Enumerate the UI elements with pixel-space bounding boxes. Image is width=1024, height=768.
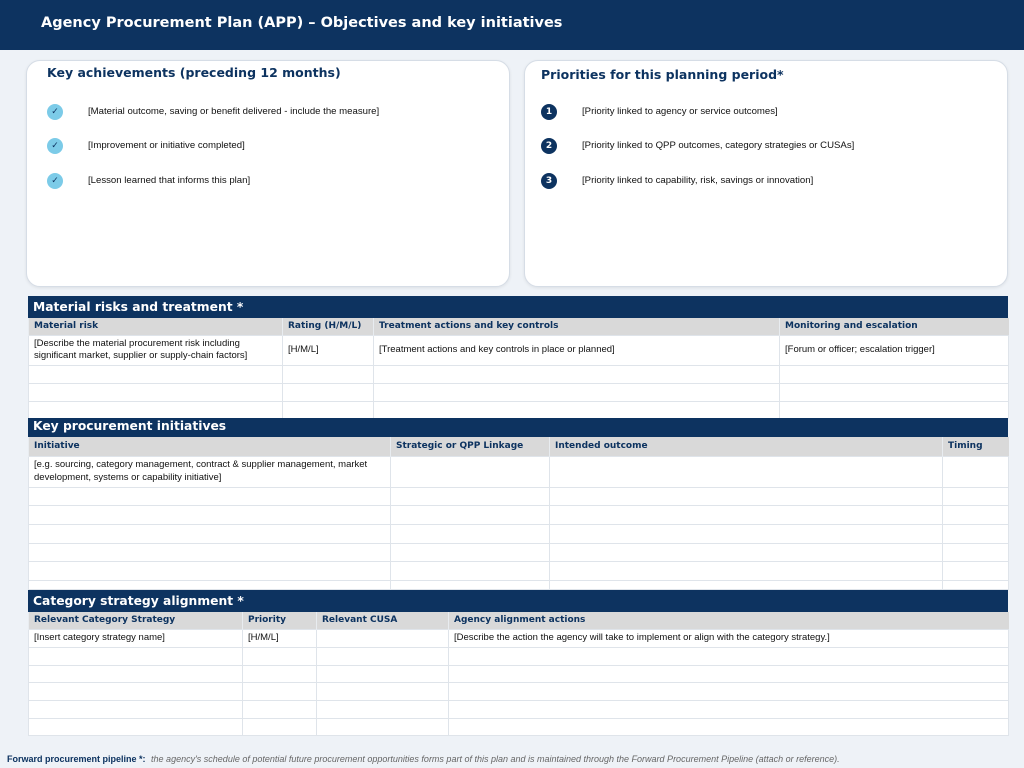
table-cell[interactable] xyxy=(29,665,243,682)
table-cell[interactable] xyxy=(391,487,550,505)
check-icon: ✓ xyxy=(47,173,63,189)
table-cell[interactable] xyxy=(550,561,943,580)
column-header: Agency alignment actions xyxy=(449,612,1009,629)
table-header-row xyxy=(29,612,1009,629)
priorities-card xyxy=(524,60,1008,287)
table-cell[interactable] xyxy=(449,647,1009,665)
table-cell[interactable] xyxy=(449,682,1009,700)
table-cell[interactable]: [Describe the action the agency will take to implement or align with the category strategy.] xyxy=(449,629,1009,647)
table-cell[interactable] xyxy=(29,543,391,561)
table-cell[interactable] xyxy=(243,665,317,682)
number-badge-icon: 3 xyxy=(541,173,557,189)
table-cell[interactable] xyxy=(943,487,1009,505)
table-cell[interactable] xyxy=(374,401,780,418)
table-cell[interactable] xyxy=(391,524,550,543)
category-section-title: Category strategy alignment * xyxy=(28,590,1008,612)
table-cell[interactable] xyxy=(449,665,1009,682)
table-row xyxy=(29,365,1009,383)
table-cell[interactable]: [e.g. sourcing, category management, contract & supplier management, market development, systems or capability initiative] xyxy=(29,456,391,487)
footer-text: the agency's schedule of potential future procurement opportunities forms part of this plan and is maintained through the Forward Procurement Pipeline (attach or reference). xyxy=(151,754,840,764)
footer-label: Forward procurement pipeline *: xyxy=(7,754,146,764)
table-cell[interactable] xyxy=(943,580,1009,589)
table-row xyxy=(29,700,1009,718)
table-cell[interactable] xyxy=(550,543,943,561)
table-row xyxy=(29,401,1009,418)
column-header: Relevant Category Strategy xyxy=(29,612,243,629)
table-cell[interactable] xyxy=(317,700,449,718)
table-cell[interactable] xyxy=(29,365,283,383)
table-row xyxy=(29,665,1009,682)
page-header xyxy=(0,0,1024,50)
check-icon: ✓ xyxy=(47,138,63,154)
table-cell[interactable] xyxy=(943,561,1009,580)
footer-note xyxy=(7,754,840,764)
achievement-text[interactable]: [Improvement or initiative completed] xyxy=(88,140,245,151)
table-cell[interactable]: [Forum or officer; escalation trigger] xyxy=(780,335,1009,365)
table-cell[interactable] xyxy=(391,561,550,580)
table-cell[interactable] xyxy=(283,365,374,383)
table-cell[interactable] xyxy=(283,401,374,418)
table-row xyxy=(29,543,1009,561)
table-row xyxy=(29,487,1009,505)
table-cell[interactable] xyxy=(29,682,243,700)
initiatives-section-title: Key procurement initiatives xyxy=(28,418,1008,437)
table-cell[interactable] xyxy=(317,665,449,682)
column-header: Strategic or QPP Linkage xyxy=(391,437,550,456)
table-row xyxy=(29,561,1009,580)
table-cell[interactable] xyxy=(550,456,943,487)
risks-table xyxy=(28,318,1009,419)
table-cell[interactable] xyxy=(29,700,243,718)
table-cell[interactable] xyxy=(317,718,449,735)
achievements-title: Key achievements (preceding 12 months) xyxy=(47,65,341,80)
table-row xyxy=(29,505,1009,524)
table-cell[interactable] xyxy=(391,580,550,589)
table-cell[interactable]: [Describe the material procurement risk including significant market, supplier or supply-chain factors] xyxy=(29,335,283,365)
table-cell[interactable]: [H/M/L] xyxy=(283,335,374,365)
table-row xyxy=(29,718,1009,735)
table-cell[interactable] xyxy=(780,365,1009,383)
table-cell[interactable] xyxy=(374,383,780,401)
table-row xyxy=(29,647,1009,665)
column-header: Monitoring and escalation xyxy=(780,318,1009,335)
column-header: Timing xyxy=(943,437,1009,456)
number-badge-icon: 1 xyxy=(541,104,557,120)
initiatives-table xyxy=(28,437,1009,590)
table-cell[interactable] xyxy=(391,505,550,524)
table-cell[interactable] xyxy=(29,561,391,580)
column-header: Rating (H/M/L) xyxy=(283,318,374,335)
table-cell[interactable] xyxy=(550,524,943,543)
achievements-card xyxy=(26,60,510,287)
table-cell[interactable] xyxy=(449,700,1009,718)
table-cell[interactable] xyxy=(780,383,1009,401)
column-header: Intended outcome xyxy=(550,437,943,456)
priority-text[interactable]: [Priority linked to agency or service outcomes] xyxy=(582,106,778,117)
table-row xyxy=(29,335,1009,365)
table-cell[interactable] xyxy=(943,456,1009,487)
table-cell[interactable] xyxy=(374,365,780,383)
table-row xyxy=(29,629,1009,647)
table-cell[interactable] xyxy=(29,647,243,665)
column-header: Relevant CUSA xyxy=(317,612,449,629)
table-cell[interactable] xyxy=(550,505,943,524)
table-cell[interactable] xyxy=(780,401,1009,418)
table-cell[interactable] xyxy=(391,543,550,561)
table-cell[interactable] xyxy=(449,718,1009,735)
table-cell[interactable] xyxy=(550,580,943,589)
table-cell[interactable] xyxy=(29,580,391,589)
table-row xyxy=(29,456,1009,487)
table-cell[interactable] xyxy=(29,401,283,418)
risks-section-title: Material risks and treatment * xyxy=(28,296,1008,318)
table-row xyxy=(29,682,1009,700)
table-cell[interactable] xyxy=(550,487,943,505)
table-cell[interactable] xyxy=(243,700,317,718)
table-cell[interactable] xyxy=(243,718,317,735)
table-cell[interactable]: [Insert category strategy name] xyxy=(29,629,243,647)
table-cell[interactable] xyxy=(317,629,449,647)
priority-text[interactable]: [Priority linked to capability, risk, savings or innovation] xyxy=(582,175,814,186)
column-header: Priority xyxy=(243,612,317,629)
table-cell[interactable] xyxy=(943,543,1009,561)
table-cell[interactable] xyxy=(243,682,317,700)
table-cell[interactable] xyxy=(943,524,1009,543)
table-cell[interactable] xyxy=(943,505,1009,524)
table-cell[interactable] xyxy=(29,524,391,543)
table-cell[interactable] xyxy=(29,487,391,505)
table-cell[interactable] xyxy=(29,383,283,401)
number-badge-icon: 2 xyxy=(541,138,557,154)
page-title: Agency Procurement Plan (APP) – Objectives and key initiatives xyxy=(41,15,563,31)
achievement-text[interactable]: [Lesson learned that informs this plan] xyxy=(88,175,251,186)
priorities-title: Priorities for this planning period* xyxy=(541,67,784,82)
priority-text[interactable]: [Priority linked to QPP outcomes, category strategies or CUSAs] xyxy=(582,140,855,151)
table-cell[interactable] xyxy=(317,647,449,665)
table-cell[interactable]: [H/M/L] xyxy=(243,629,317,647)
table-cell[interactable] xyxy=(29,505,391,524)
table-row xyxy=(29,524,1009,543)
column-header: Initiative xyxy=(29,437,391,456)
table-cell[interactable] xyxy=(391,456,550,487)
table-header-row xyxy=(29,437,1009,456)
table-cell[interactable]: [Treatment actions and key controls in place or planned] xyxy=(374,335,780,365)
table-row xyxy=(29,383,1009,401)
achievement-text[interactable]: [Material outcome, saving or benefit delivered - include the measure] xyxy=(88,106,380,117)
category-table xyxy=(28,612,1009,736)
column-header: Treatment actions and key controls xyxy=(374,318,780,335)
table-cell[interactable] xyxy=(283,383,374,401)
table-header-row xyxy=(29,318,1009,335)
table-row xyxy=(29,580,1009,589)
table-cell[interactable] xyxy=(243,647,317,665)
table-cell[interactable] xyxy=(317,682,449,700)
table-cell[interactable] xyxy=(29,718,243,735)
column-header: Material risk xyxy=(29,318,283,335)
check-icon: ✓ xyxy=(47,104,63,120)
